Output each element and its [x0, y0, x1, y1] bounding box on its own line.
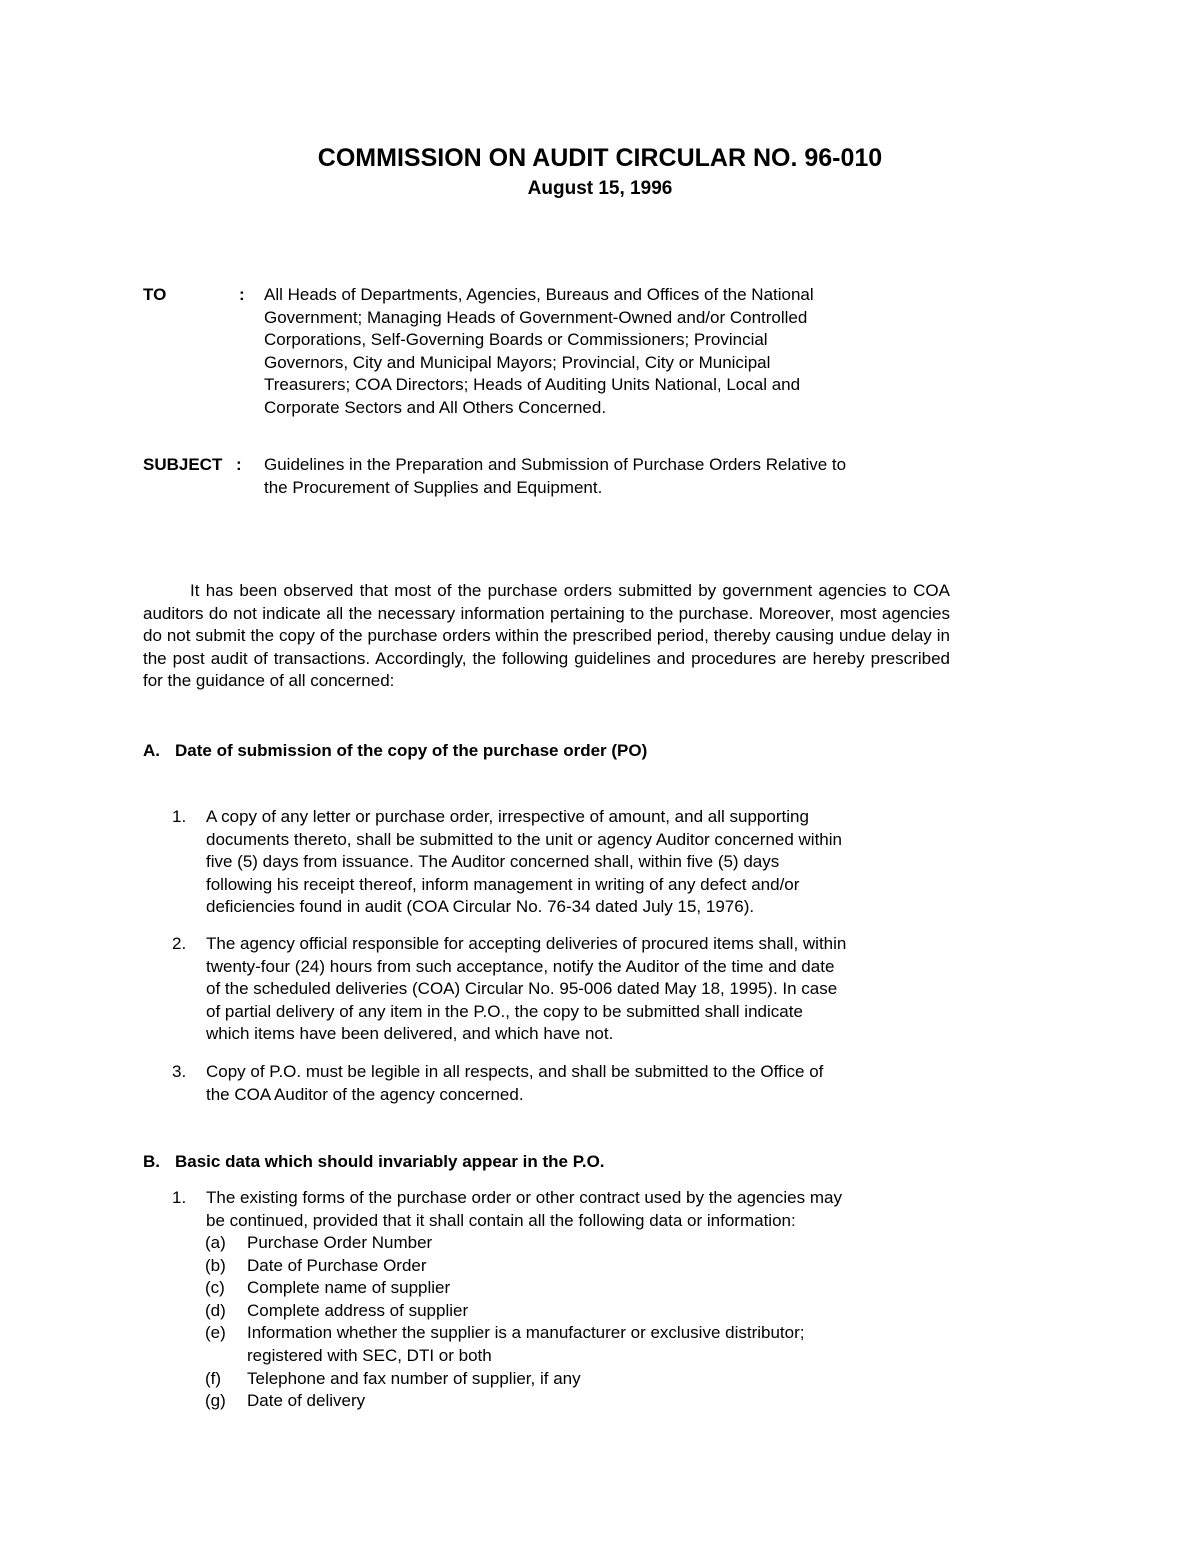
item-text	[206, 1187, 950, 1232]
item-text	[206, 806, 950, 919]
list-item-label: (f)	[205, 1368, 222, 1388]
item-text	[206, 933, 950, 1046]
list-item-label: (a)	[205, 1233, 226, 1252]
list-item	[205, 1232, 965, 1255]
item-line: following his receipt thereof, inform management in writing of any defect and/or	[206, 874, 800, 894]
item-line: twenty-four (24) hours from such acceptance, notify the Auditor of the time and date	[206, 956, 835, 976]
subject-line: the Procurement of Supplies and Equipment.	[264, 477, 603, 497]
section-b-title: Basic data which should invariably appear in the P.O.	[175, 1152, 605, 1171]
list-item	[205, 1368, 965, 1391]
list-item	[205, 1300, 965, 1323]
subject-colon: :	[236, 455, 242, 474]
to-colon: :	[239, 285, 245, 304]
to-line: Governors, City and Municipal Mayors; Provincial, City or Municipal	[264, 352, 771, 372]
section-b-letter: B.	[143, 1152, 160, 1171]
list-item	[205, 1277, 965, 1300]
to-line: Corporate Sectors and All Others Concerned.	[264, 397, 607, 417]
list-item-text: Information whether the supplier is a manufacturer or exclusive distributor;	[247, 1323, 805, 1343]
list-item-text: Complete address of supplier	[247, 1300, 469, 1320]
subject-label: SUBJECT	[143, 455, 223, 474]
to-line: Government; Managing Heads of Government-Owned and/or Controlled	[264, 307, 808, 327]
to-line: Treasurers; COA Directors; Heads of Auditing Units National, Local and	[264, 375, 801, 395]
item-number: 1.	[172, 807, 187, 826]
required-data-list	[205, 1232, 965, 1413]
list-item-text: Purchase Order Number	[247, 1233, 433, 1252]
subject-text	[264, 454, 924, 499]
list-item	[205, 1322, 965, 1367]
list-item-label: (b)	[205, 1255, 226, 1275]
item-line: documents thereto, shall be submitted to the unit or agency Auditor concerned within	[206, 829, 842, 849]
list-item-text: Date of Purchase Order	[247, 1255, 427, 1275]
item-line: the COA Auditor of the agency concerned.	[206, 1084, 524, 1104]
list-item-label: (g)	[205, 1391, 226, 1411]
document-title: COMMISSION ON AUDIT CIRCULAR NO. 96-010	[317, 144, 883, 172]
to-line: Corporations, Self-Governing Boards or Commissioners; Provincial	[264, 330, 768, 350]
item-line: The existing forms of the purchase order or other contract used by the agencies may	[206, 1188, 842, 1207]
list-item-label: (c)	[205, 1278, 225, 1298]
to-line: All Heads of Departments, Agencies, Bureaus and Offices of the National	[264, 285, 814, 304]
list-item-label: (e)	[205, 1323, 226, 1343]
item-line: five (5) days from issuance. The Auditor concerned shall, within five (5) days	[206, 852, 780, 872]
list-item-text: Complete name of supplier	[247, 1278, 451, 1298]
subject-line: Guidelines in the Preparation and Submission of Purchase Orders Relative to	[264, 455, 847, 474]
item-line: of the scheduled deliveries (COA) Circular No. 95-006 dated May 18, 1995). In case	[206, 979, 838, 999]
list-item	[205, 1390, 965, 1413]
section-a-title: Date of submission of the copy of the purchase order (PO)	[175, 741, 648, 760]
document-date: August 15, 1996	[527, 178, 673, 199]
item-line: be continued, provided that it shall contain all the following data or information:	[206, 1210, 796, 1230]
item-line: deficiencies found in audit (COA Circular No. 76-34 dated July 15, 1976).	[206, 897, 755, 917]
list-item-text: registered with SEC, DTI or both	[247, 1345, 492, 1365]
item-number: 1.	[172, 1188, 187, 1207]
item-line: A copy of any letter or purchase order, irrespective of amount, and all supporting	[206, 807, 809, 826]
item-line: which items have been delivered, and which have not.	[206, 1024, 614, 1044]
item-number: 3.	[172, 1062, 187, 1081]
item-line: The agency official responsible for accepting deliveries of procured items shall, within	[206, 934, 847, 953]
section-a-letter: A.	[143, 741, 160, 760]
item-line: of partial delivery of any item in the P.O., the copy to be submitted shall indicate	[206, 1001, 803, 1021]
section-a-heading	[143, 740, 963, 763]
section-b-heading	[143, 1151, 963, 1174]
item-text	[206, 1061, 950, 1106]
to-label: TO	[143, 285, 167, 304]
item-number: 2.	[172, 934, 187, 953]
list-item-text: Telephone and fax number of supplier, if any	[247, 1368, 581, 1388]
to-recipients	[264, 284, 924, 420]
list-item-text: Date of delivery	[247, 1391, 366, 1411]
item-line: Copy of P.O. must be legible in all respects, and shall be submitted to the Office of	[206, 1062, 824, 1081]
intro-paragraph: It has been observed that most of the purchase orders submitted by government agencies to COA auditors do not indicate all the necessary information pertaining to the purchase. Moreover, most agencies do not submit the copy of the purchase orders within the prescribed period, thereby causing undue delay in the post audit of transactions. Accordingly, the following guidelines and procedures are hereby prescribed for the guidance of all concerned:	[143, 581, 950, 691]
list-item	[205, 1255, 965, 1278]
list-item-label: (d)	[205, 1300, 226, 1320]
